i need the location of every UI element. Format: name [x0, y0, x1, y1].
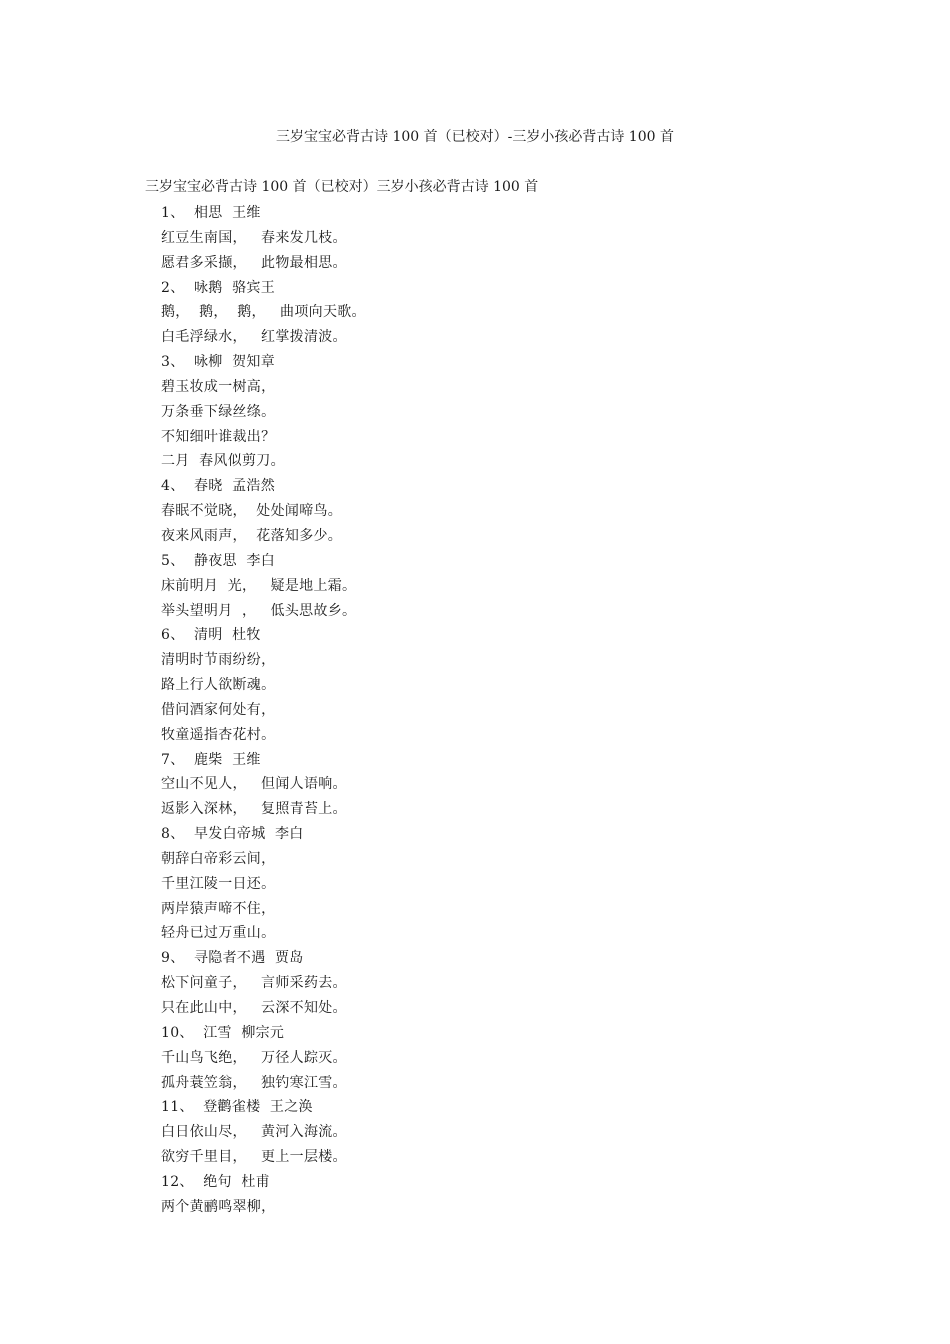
poem-line: 白毛浮绿水， 红掌拨清波。 [161, 329, 347, 346]
poem-line: 红豆生南国， 春来发几枝。 [161, 229, 347, 246]
poem-heading: 12、 绝句 杜甫 [161, 1173, 270, 1190]
poem-line: 千山鸟飞绝， 万径人踪灭。 [161, 1049, 347, 1066]
poem-line: 朝辞白帝彩云间， [161, 850, 276, 867]
document-title: 三岁宝宝必背古诗 100 首（已校对）-三岁小孩必背古诗 100 首 [276, 129, 674, 145]
poem-line: 白日依山尽， 黄河入海流。 [161, 1124, 347, 1141]
poem-line: 举头望明月 ， 低头思故乡。 [161, 602, 357, 619]
poem-line: 万条垂下绿丝绦。 [161, 403, 276, 420]
poem-line: 空山不见人， 但闻人语响。 [161, 776, 347, 793]
poem-line: 愿君多采撷， 此物最相思。 [161, 254, 347, 271]
poem-line: 借问酒家何处有， [161, 701, 276, 718]
poem-line: 二月 春风似剪刀。 [161, 453, 285, 470]
poem-line: 只在此山中， 云深不知处。 [161, 1000, 347, 1016]
poem-heading: 8、 早发白帝城 李白 [161, 826, 304, 843]
poem-line: 夜来风雨声， 花落知多少。 [161, 527, 343, 544]
poem-line: 千里江陵一日还。 [161, 875, 276, 892]
poem-line: 两个黄鹂鸣翠柳， [161, 1198, 276, 1215]
poem-line: 清明时节雨纷纷， [161, 652, 276, 669]
poem-line: 欲穷千里目， 更上一层楼。 [161, 1149, 347, 1166]
poem-line: 鹅， 鹅， 鹅， 曲项向天歌。 [161, 304, 366, 321]
poem-line: 孤舟蓑笠翁， 独钓寒江雪。 [161, 1074, 347, 1091]
poem-heading: 4、 春晓 孟浩然 [161, 478, 276, 495]
poem-line: 松下问童子， 言师采药去。 [161, 975, 347, 992]
poem-line: 春眠不觉晓， 处处闻啼鸟。 [161, 503, 343, 520]
poem-heading: 3、 咏柳 贺知章 [161, 354, 276, 371]
poem-heading: 6、 清明 杜牧 [161, 627, 261, 644]
poem-line: 轻舟已过万重山。 [161, 925, 276, 942]
poem-heading: 2、 咏鹅 骆宾王 [161, 279, 276, 296]
poem-heading: 1、 相思 王维 [161, 205, 261, 221]
poem-line: 路上行人欲断魂。 [161, 677, 276, 694]
poem-line: 不知细叶谁裁出？ [161, 428, 276, 445]
document-subtitle: 三岁宝宝必背古诗 100 首（已校对）三岁小孩必背古诗 100 首 [145, 179, 539, 195]
poem-heading: 5、 静夜思 李白 [161, 552, 276, 569]
poem-line: 床前明月 光， 疑是地上霜。 [161, 577, 357, 594]
poem-heading: 7、 鹿柴 王维 [161, 751, 261, 768]
poem-heading: 11、 登鹳雀楼 王之涣 [161, 1099, 313, 1116]
poem-heading: 9、 寻隐者不遇 贾岛 [161, 950, 304, 967]
poem-line: 返影入深林， 复照青苔上。 [161, 801, 347, 818]
poem-line: 两岸猿声啼不住， [161, 900, 276, 917]
poem-list [161, 201, 366, 1220]
poem-heading: 10、 江雪 柳宗元 [161, 1024, 285, 1041]
poem-line: 牧童遥指杏花村。 [161, 726, 276, 743]
poem-line: 碧玉妆成一树高， [161, 378, 276, 395]
